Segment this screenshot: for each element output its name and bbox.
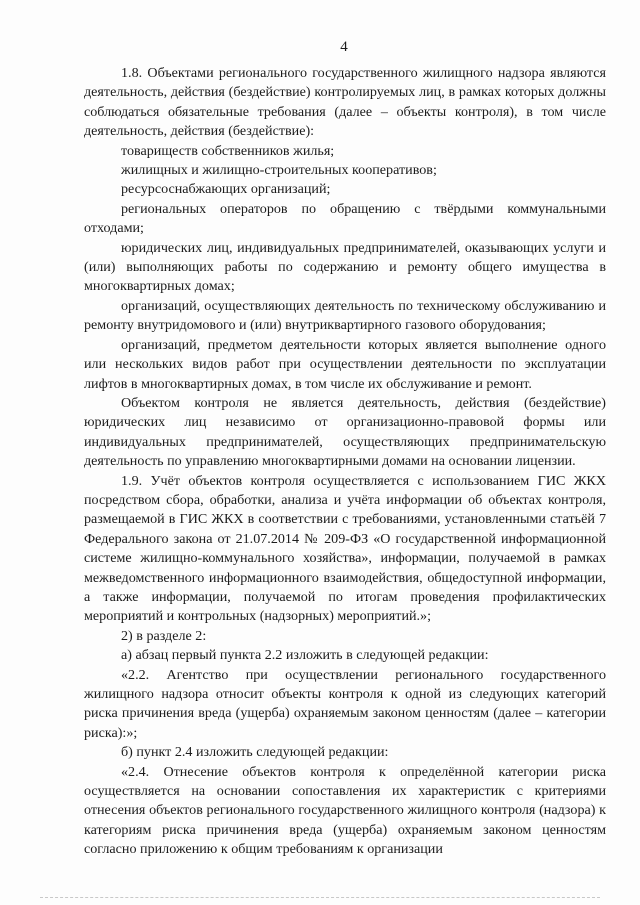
page-number: 4 [340,39,348,55]
list-item-elevator-orgs: организаций, предметом деятельности которых является выполнение одного или нескольких видов работ при осуществлении деятельности по эксплуатации лифтов в многоквартирных домах, в том числе их обслуживание и ремонт. [84,336,606,392]
paragraph-1-9: 1.9. Учёт объектов контроля осуществляется с использованием ГИС ЖКХ посредством сбора, обработки, анализа и учёта информации об объектах контроля, размещаемой в ГИС ЖКХ в соответствии с требованиями, установленными статьёй 7 Федерального закона от 21.07.2014 № 209-ФЗ «О государственной информационной системе жилищно-коммунального хозяйства», информации, получаемой в рамках межведомственного информационного взаимодействия, общедоступной информации, а также информации, получаемой по итогам проведения профилактических мероприятий и контрольных (надзорных) мероприятий.»; [84,472,606,625]
paragraph-2-4: «2.4. Отнесение объектов контроля к определённой категории риска осуществляется на основании сопоставления их характеристик с критериями отнесения объектов регионального государственного жилищного контроля (надзора) к категориям риска причинения вреда (ущерба) охраняемым законом ценностям согласно приложению к общим требованиям к организации [84,763,606,858]
list-item-cooperatives: жилищных и жилищно-строительных кооперативов; [121,162,437,179]
amendment-a: а) абзац первый пункта 2.2 изложить в следующей редакции: [121,647,489,664]
paragraph-2-2: «2.2. Агентство при осуществлении регионального государственного жилищного надзора относит объекты контроля к одной из следующих категорий риска причинения вреда (ущерба) охраняемым законом ценностям (далее – категории риска):»; [84,666,606,741]
list-item-service-providers: юридических лиц, индивидуальных предпринимателей, оказывающих услуги и (или) выполняющих работы по содержанию и ремонту общего имущества в многоквартирных домах; [84,239,606,295]
document-body [84,64,606,860]
paragraph-1-8: 1.8. Объектами регионального государственного жилищного надзора являются деятельность, действия (бездействие) контролируемых лиц, в рамках которых должны соблюдаться обязательные требования (далее – объекты контроля), в том числе деятельность, действия (бездействие): [84,65,606,140]
list-item-waste-operators: региональных операторов по обращению с твёрдыми коммунальными отходами; [84,200,606,237]
paragraph-exclusion: Объектом контроля не является деятельность, действия (бездействие) юридических лиц независимо от организационно-правовой формы или индивидуальных предпринимателей, осуществляющих предпринимательскую деятельность по управлению многоквартирными домами на основании лицензии. [84,394,606,470]
list-item-gas-maintenance: организаций, осуществляющих деятельность по техническому обслуживанию и ремонту внутридомового и (или) внутриквартирного газового оборудования; [84,297,606,334]
list-item-resource-orgs: ресурсоснабжающих организаций; [121,181,331,198]
amendment-section-2: 2) в разделе 2: [121,627,207,644]
amendment-b: б) пункт 2.4 изложить следующей редакции: [121,744,389,761]
list-item-hoa: товариществ собственников жилья; [121,142,335,159]
scan-edge-line [40,897,600,899]
